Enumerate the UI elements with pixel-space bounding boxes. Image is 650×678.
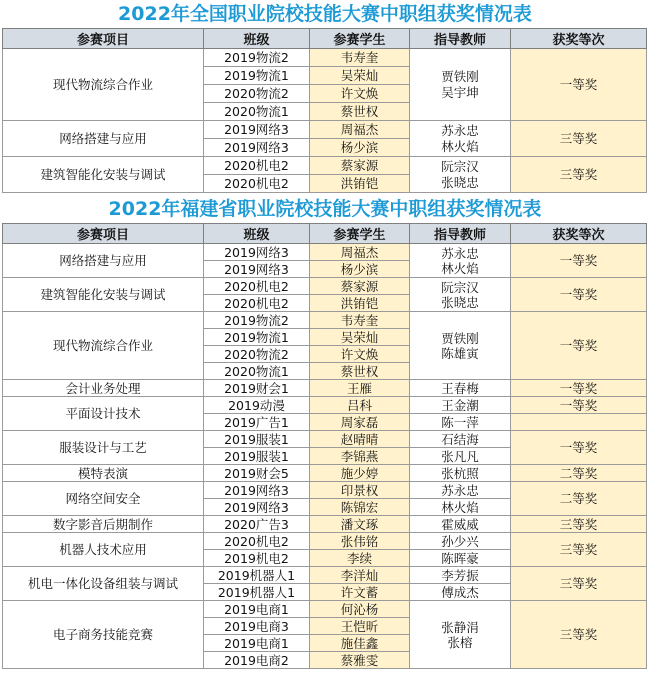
student-cell: 蔡世权 (310, 363, 410, 380)
class-cell: 2020机电2 (204, 295, 310, 312)
award-table-provincial (2, 223, 647, 669)
table-row (3, 431, 647, 448)
project-cell: 数字影音后期制作 (3, 516, 204, 533)
header-student: 参赛学生 (310, 224, 410, 244)
award-cell: 一等奖 (511, 397, 647, 414)
award-cell: 二等奖 (511, 465, 647, 482)
student-cell: 许文焕 (310, 85, 410, 103)
teacher-cell (410, 601, 511, 669)
table1-title: 2022年全国职业院校技能大赛中职组获奖情况表 (118, 3, 532, 25)
header-award: 获奖等次 (511, 224, 647, 244)
award-cell (511, 414, 647, 431)
teacher-cell (410, 516, 511, 533)
class-cell: 2020物流2 (204, 346, 310, 363)
student-cell: 周家磊 (310, 414, 410, 431)
header-project: 参赛项目 (3, 29, 204, 49)
student-cell: 施佳鑫 (310, 635, 410, 652)
teacher-cell: 陈晖豪 (410, 550, 511, 567)
student-cell: 韦寿奎 (310, 49, 410, 67)
student-cell: 杨少滨 (310, 139, 410, 157)
student-cell: 施少婷 (310, 465, 410, 482)
class-cell: 2019网络3 (204, 121, 310, 139)
student-cell: 何沁杨 (310, 601, 410, 618)
table-header-row (3, 224, 647, 244)
project-cell: 现代物流综合作业 (3, 49, 204, 121)
student-cell: 李锦燕 (310, 448, 410, 465)
award-cell: 一等奖 (511, 380, 647, 397)
class-cell: 2019网络3 (204, 244, 310, 261)
table-row (3, 465, 647, 482)
student-cell: 蔡世权 (310, 103, 410, 121)
student-cell: 张伟铭 (310, 533, 410, 550)
class-cell: 2019电商3 (204, 618, 310, 635)
table-row (3, 49, 647, 67)
student-cell: 蔡家源 (310, 278, 410, 295)
teacher-cell: 苏永忠 (410, 482, 511, 499)
class-cell: 2019物流2 (204, 49, 310, 67)
table-row (3, 482, 647, 499)
teacher-cell: 王金潮 (410, 397, 511, 414)
class-cell: 2019物流1 (204, 329, 310, 346)
award-cell: 二等奖 (511, 482, 647, 516)
header-teacher: 指导教师 (410, 29, 511, 49)
award-cell: 三等奖 (511, 157, 647, 193)
table-row (3, 312, 647, 329)
class-cell: 2019网络3 (204, 261, 310, 278)
project-cell: 平面设计技术 (3, 397, 204, 431)
project-cell: 网络搭建与应用 (3, 244, 204, 278)
student-cell: 周福杰 (310, 244, 410, 261)
project-cell: 建筑智能化安装与调试 (3, 157, 204, 193)
teacher-name: 张榕 (447, 634, 473, 650)
table-row (3, 516, 647, 533)
project-cell: 服装设计与工艺 (3, 431, 204, 465)
student-cell: 王雁 (310, 380, 410, 397)
teacher-name: 张晓忠 (441, 174, 479, 190)
student-cell: 杨少滨 (310, 261, 410, 278)
table-body (3, 244, 647, 669)
teacher-cell (410, 380, 511, 397)
header-award: 获奖等次 (511, 29, 647, 49)
student-cell: 陈锦宏 (310, 499, 410, 516)
project-cell: 现代物流综合作业 (3, 312, 204, 380)
teacher-name: 张杭照 (441, 465, 479, 481)
teacher-cell: 孙少兴 (410, 533, 511, 550)
teacher-name: 张晓忠 (441, 294, 479, 310)
award-table-national (2, 28, 647, 193)
teacher-cell: 张凡凡 (410, 448, 511, 465)
class-cell: 2019动漫 (204, 397, 310, 414)
teacher-cell: 傅成杰 (410, 584, 511, 601)
table-row (3, 278, 647, 295)
class-cell: 2020物流2 (204, 85, 310, 103)
student-cell: 许文焕 (310, 346, 410, 363)
class-cell: 2019机器人1 (204, 567, 310, 584)
student-cell: 韦寿奎 (310, 312, 410, 329)
header-class: 班级 (204, 29, 310, 49)
teacher-name: 贾铁刚 (441, 330, 479, 346)
class-cell: 2019电商2 (204, 652, 310, 669)
teacher-name: 阮宗汉 (441, 279, 479, 295)
class-cell: 2019物流2 (204, 312, 310, 329)
class-cell: 2019广告1 (204, 414, 310, 431)
class-cell: 2019电商1 (204, 601, 310, 618)
teacher-name: 王春梅 (441, 380, 479, 396)
table-row (3, 567, 647, 584)
award-cell: 一等奖 (511, 244, 647, 278)
class-cell: 2019财会1 (204, 380, 310, 397)
teacher-name: 阮宗汉 (441, 158, 479, 174)
class-cell: 2020机电2 (204, 278, 310, 295)
student-cell: 李洋灿 (310, 567, 410, 584)
student-cell: 印景权 (310, 482, 410, 499)
teacher-name: 陈雄寅 (441, 345, 479, 361)
project-cell: 建筑智能化安装与调试 (3, 278, 204, 312)
class-cell: 2019网络3 (204, 482, 310, 499)
student-cell: 吕科 (310, 397, 410, 414)
class-cell: 2019财会5 (204, 465, 310, 482)
class-cell: 2020机电2 (204, 533, 310, 550)
class-cell: 2019机器人1 (204, 584, 310, 601)
teacher-cell (410, 278, 511, 312)
class-cell: 2020机电2 (204, 157, 310, 175)
table-row (3, 533, 647, 550)
header-project: 参赛项目 (3, 224, 204, 244)
table-body (3, 49, 647, 193)
student-cell: 洪铕铠 (310, 175, 410, 193)
teacher-cell (410, 244, 511, 278)
class-cell: 2019服装1 (204, 448, 310, 465)
student-cell: 吴荣灿 (310, 67, 410, 85)
teacher-name: 苏永忠 (441, 122, 479, 138)
teacher-name: 苏永忠 (441, 245, 479, 261)
teacher-name: 霍威威 (441, 516, 479, 532)
student-cell: 李续 (310, 550, 410, 567)
project-cell: 电子商务技能竞赛 (3, 601, 204, 669)
award-cell: 三等奖 (511, 601, 647, 669)
table2-title: 2022年福建省职业院校技能大赛中职组获奖情况表 (108, 198, 542, 220)
student-cell: 蔡家源 (310, 157, 410, 175)
class-cell: 2019网络3 (204, 139, 310, 157)
teacher-cell (410, 49, 511, 121)
award-cell: 一等奖 (511, 49, 647, 121)
project-cell: 网络空间安全 (3, 482, 204, 516)
teacher-cell: 石结海 (410, 431, 511, 448)
class-cell: 2020物流1 (204, 103, 310, 121)
teacher-cell (410, 465, 511, 482)
project-cell: 机电一体化设备组装与调试 (3, 567, 204, 601)
class-cell: 2020机电2 (204, 175, 310, 193)
table-row (3, 244, 647, 261)
teacher-name: 张静涓 (441, 619, 479, 635)
table-header-row (3, 29, 647, 49)
class-cell: 2020物流1 (204, 363, 310, 380)
award-cell: 一等奖 (511, 312, 647, 380)
class-cell: 2019机电2 (204, 550, 310, 567)
table-row (3, 121, 647, 139)
student-cell: 王恺昕 (310, 618, 410, 635)
table-row (3, 157, 647, 175)
award-cell: 一等奖 (511, 278, 647, 312)
header-student: 参赛学生 (310, 29, 410, 49)
table-row (3, 380, 647, 397)
class-cell: 2019电商1 (204, 635, 310, 652)
project-cell: 模特表演 (3, 465, 204, 482)
teacher-name: 贾铁刚 (441, 68, 479, 84)
teacher-cell: 李芳振 (410, 567, 511, 584)
student-cell: 周福杰 (310, 121, 410, 139)
award-cell: 一等奖 (511, 431, 647, 465)
teacher-name: 林火焰 (441, 138, 479, 154)
header-teacher: 指导教师 (410, 224, 511, 244)
project-cell: 机器人技术应用 (3, 533, 204, 567)
student-cell: 蔡雅雯 (310, 652, 410, 669)
table-row (3, 601, 647, 618)
class-cell: 2019网络3 (204, 499, 310, 516)
teacher-name: 吴宇坤 (441, 84, 479, 100)
class-cell: 2020广告3 (204, 516, 310, 533)
student-cell: 潘文琢 (310, 516, 410, 533)
award-cell: 三等奖 (511, 516, 647, 533)
teacher-cell: 陈一萍 (410, 414, 511, 431)
student-cell: 许文蓄 (310, 584, 410, 601)
student-cell: 赵晴晴 (310, 431, 410, 448)
student-cell: 洪铕铠 (310, 295, 410, 312)
award-cell: 三等奖 (511, 533, 647, 567)
award-cell: 三等奖 (511, 567, 647, 601)
teacher-cell (410, 157, 511, 193)
teacher-cell (410, 312, 511, 380)
teacher-cell (410, 121, 511, 157)
teacher-name: 林火焰 (441, 260, 479, 276)
award-cell: 三等奖 (511, 121, 647, 157)
class-cell: 2019物流1 (204, 67, 310, 85)
class-cell: 2019服装1 (204, 431, 310, 448)
header-class: 班级 (204, 224, 310, 244)
table-row (3, 397, 647, 414)
teacher-cell: 林火焰 (410, 499, 511, 516)
student-cell: 吴荣灿 (310, 329, 410, 346)
project-cell: 网络搭建与应用 (3, 121, 204, 157)
project-cell: 会计业务处理 (3, 380, 204, 397)
